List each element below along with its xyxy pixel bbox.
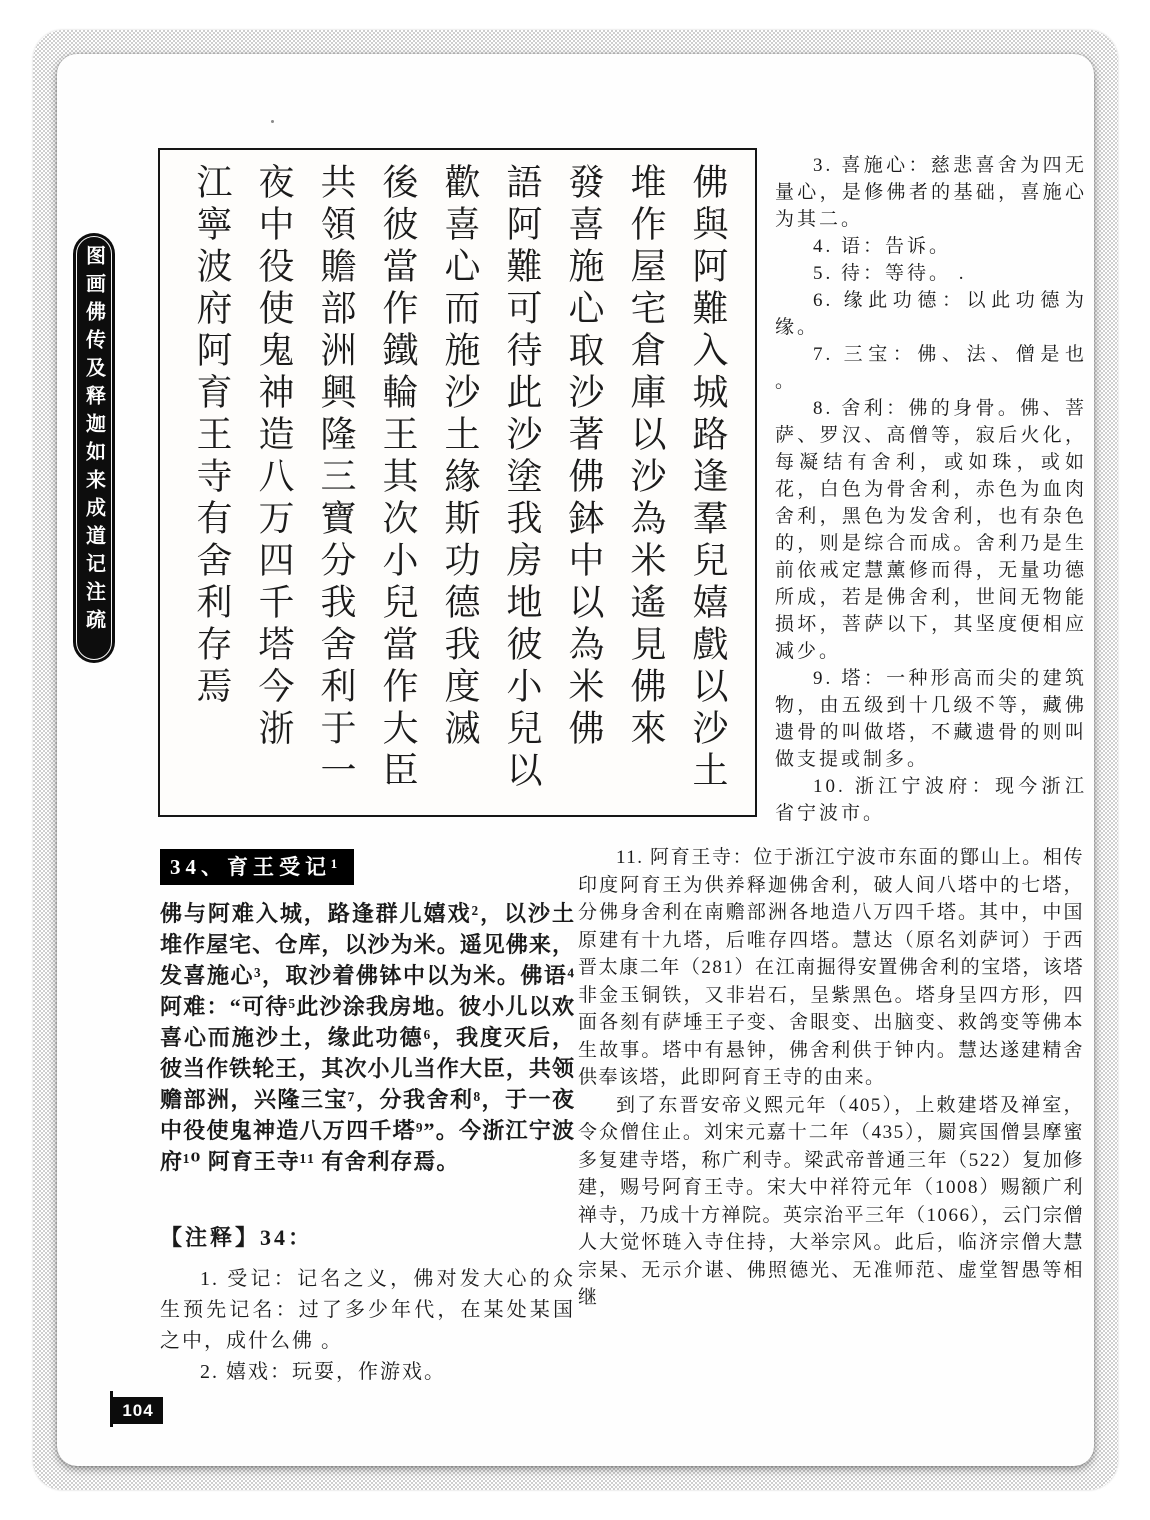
note-item: 7. 三宝：佛、法、僧是也 。 (775, 344, 1087, 392)
page-number-badge: 104 (113, 1397, 163, 1424)
note-item: 10. 浙江宁波府：现今浙江省宁波市。 (775, 776, 1087, 824)
scan-speck (271, 120, 274, 123)
calligraphy-column: 共領贍部洲興隆三寶分我舍利于一 (316, 163, 356, 793)
calligraphy-column: 歡喜心而施沙土緣斯功德我度滅 (440, 163, 480, 751)
annotations-list (160, 1264, 575, 1388)
annotation-item: 2. 嬉戏：玩耍，作游戏。 (200, 1361, 446, 1383)
section-body-paragraph: 佛与阿难入城，路逢群儿嬉戏²，以沙土堆作屋宅、仓库，以沙为米。遥见佛来，发喜施心³，取沙着佛钵中以为米。佛语⁴阿难：“可待⁵此沙涂我房地。彼小儿以欢喜心而施沙土，缘此功德⁶，我度灭后，彼当作铁轮王，其次小儿当作大臣，共领赡部洲，兴隆三宝⁷，分我舍利⁸，于一夜中役使鬼神造八万四千塔⁹”。今浙江宁波府¹⁰ 阿育王寺¹¹ 有舍利存焉。 (160, 901, 575, 1174)
annotations-header: 【注释】34： (160, 1225, 314, 1250)
note-item: 8. 舍利：佛的身骨。佛、菩萨、罗汉、高僧等，寂后火化，每凝结有舍利，或如珠，或如花，白色为骨舍利，赤色为血肉舍利，黑色为发舍利，也有杂色的，则是综合而成。舍利乃是生前依戒定慧薰修而得，无量功德所成，若是佛舍利，世间无物能损坏，菩萨以下，其坚度便相应减少。 (775, 398, 1087, 662)
section-header: 34、育王受记¹ (160, 849, 354, 885)
calligraphy-column: 堆作屋宅倉庫以沙為米遙見佛來 (626, 163, 666, 751)
calligraphy-column: 語阿難可待此沙塗我房地彼小兒以 (502, 163, 542, 793)
page-surface (57, 54, 1094, 1466)
book-title-banner-border (76, 236, 112, 660)
calligraphy-column: 佛與阿難入城路逢羣兒嬉戲以沙土 (688, 163, 728, 793)
annotation-item: 1. 受记：记名之义，佛对发大心的众生预先记名：过了多少年代，在某处某国之中，成什么佛 。 (160, 1268, 575, 1352)
note-item: 5. 待：等待。 . (813, 263, 967, 284)
calligraphy-column: 江寧波府阿育王寺有舍利存焉 (192, 163, 232, 709)
book-title-banner (73, 233, 115, 663)
note-item: 4. 语：告诉。 (813, 236, 952, 257)
temple-history-paragraph: 到了东晋安帝义熙元年（405），上敕建塔及禅室，令众僧住止。刘宋元嘉十二年（435），罽宾国僧昙摩蜜多复建寺塔，称广利寺。梁武帝普通三年（522）复加修建，赐号阿育王寺。宋大中祥符元年（1008）赐额广利禅寺，乃成十方禅院。英宗治平三年（1066），云门宗僧人大觉怀琏入寺住持，大举宗风。此后，临济宗僧大慧宗杲、无示介谌、佛照德光、无准师范、虚堂智愚等相继 (578, 1094, 1085, 1308)
calligraphy-column: 夜中役使鬼神造八万四千塔今浙 (254, 163, 294, 751)
note-item-11: 11. 阿育王寺：位于浙江宁波市东面的鄮山上。相传印度阿育王为供养释迦佛舍利，破人间八塔中的七塔，分佛身舍利在南赡部洲各地造八万四千塔。其中，中国原建有十九塔，后唯存四塔。慧达（原名刘萨诃）于西晋太康二年（281）在江南掘得安置佛舍利的宝塔，该塔非金玉铜铁，又非岩石，呈紫黑色。塔身呈四方形，四面各刻有萨埵王子变、舍眼变、出脑变、救鸽变等佛本生故事。塔中有悬钟，佛舍利供于钟内。慧达遂建精舍供奉该塔，此即阿育王寺的由来。 (578, 847, 1084, 1088)
calligraphy-column: 後彼當作鐵輪王其次小兒當作大臣 (378, 163, 418, 793)
note-item: 3. 喜施心：慈悲喜舍为四无量心，是修佛者的基础，喜施心为其二。 (775, 155, 1087, 230)
calligraphy-columns (174, 163, 739, 802)
note-item: 6. 缘此功德：以此功德为缘。 (775, 290, 1087, 338)
notes-column-right (775, 152, 1087, 827)
main-text-column (160, 849, 575, 1388)
calligraphy-column: 發喜施心取沙著佛鉢中以為米佛 (564, 163, 604, 751)
calligraphy-plate (158, 148, 757, 817)
note-item: 9. 塔：一种形高而尖的建筑物，由五级到十几级不等，藏佛遗骨的叫做塔，不藏遗骨的则叫做支提或制多。 (775, 668, 1087, 770)
notes-column-right-wide (578, 844, 1084, 1312)
book-title-vertical: 图画佛传及释迦如来成道记注疏 (82, 245, 105, 637)
